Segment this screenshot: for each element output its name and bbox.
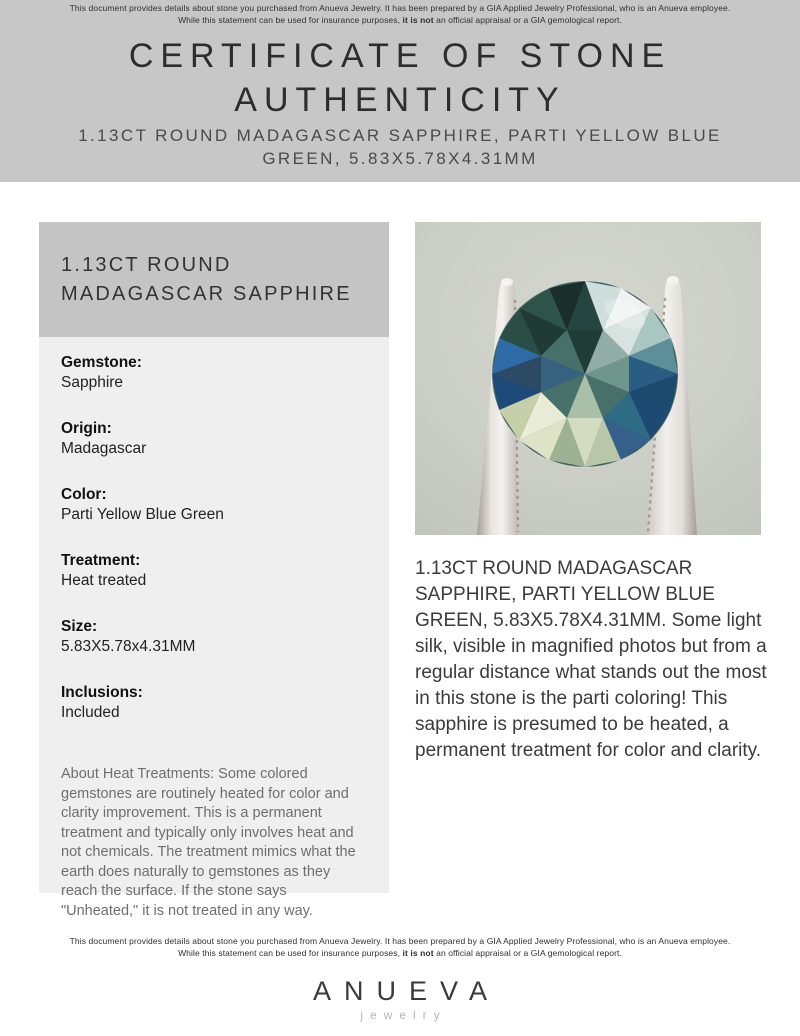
disclaimer-line2-bold: it is not [402,14,434,25]
attribute-label: Color: [61,486,107,503]
attribute-row-treatment [61,551,365,591]
disclaimer-line2-bold: it is not [402,947,434,958]
page-title [0,34,800,122]
stone-card-body [39,337,389,919]
attribute-value: 5.83X5.78x4.31MM [61,638,196,655]
attribute-row-gemstone [61,353,365,393]
page-title-line1: CERTIFICATE OF STONE [128,37,672,75]
sapphire-photo [415,222,761,535]
logo-tagline: jewelry [360,1008,447,1022]
disclaimer-line1: This document provides details about stone you purchased from Anueva Jewelry. It has been prepared by a GIA Applied Jewelry Professional, who is an Anueva employee. [69,3,731,13]
attribute-row-origin [61,419,365,459]
stone-card-title: 1.13CT ROUND MADAGASCAR SAPPHIRE [39,222,389,337]
attribute-label: Gemstone: [61,354,142,371]
stone-details-card [39,222,389,919]
attribute-value: Madagascar [61,440,147,457]
bottom-disclaimer [50,936,750,959]
disclaimer-line2-pre: While this statement can be used for insurance purposes, [178,14,403,25]
header-band [0,0,800,182]
logo-name: ANUEVA [312,976,501,1006]
attribute-value: Heat treated [61,572,147,589]
anueva-logo [0,976,800,1023]
sapphire-gem [492,281,678,467]
attribute-row-color [61,485,365,525]
sapphire-photo-art [415,222,761,535]
attribute-row-size [61,617,365,657]
attribute-label: Inclusions: [61,684,143,701]
attribute-value: Sapphire [61,374,124,391]
stone-subtitle: 1.13CT ROUND MADAGASCAR SAPPHIRE, PARTI YELLOW BLUE GREEN, 5.83X5.78X4.31MM [78,126,722,168]
page-title-line2: AUTHENTICITY [234,81,566,119]
attribute-row-inclusions [61,683,365,723]
disclaimer-line2-post: an official appraisal or a GIA gemological report. [433,947,622,958]
attribute-value: Parti Yellow Blue Green [61,506,224,523]
disclaimer-line1: This document provides details about stone you purchased from Anueva Jewelry. It has been prepared by a GIA Applied Jewelry Professional, who is an Anueva employee. [69,936,731,946]
attribute-label: Origin: [61,420,112,437]
disclaimer-line2-post: an official appraisal or a GIA gemological report. [433,14,622,25]
attribute-label: Treatment: [61,552,141,569]
heat-treatment-note: About Heat Treatments: Some colored gemstones are routinely heated for color and clarity improvement. This is a permanent treatment and typically only involves heat and not chemicals. The treatment mimics what the earth does naturally to gemstones as they reach the surface. If the stone says "Unheated," it is not treated in any way. [61,766,356,919]
top-disclaimer [40,3,760,26]
attribute-value: Included [61,704,120,721]
disclaimer-line2-pre: While this statement can be used for insurance purposes, [178,947,403,958]
attribute-label: Size: [61,618,98,635]
stone-description: 1.13CT ROUND MADAGASCAR SAPPHIRE, PARTI YELLOW BLUE GREEN, 5.83X5.78X4.31MM. Some light silk, visible in magnified photos but from a regular distance what stands out the most in this stone is the parti coloring! This sapphire is presumed to be heated, a permanent treatment for color and clarity. [415,558,767,761]
